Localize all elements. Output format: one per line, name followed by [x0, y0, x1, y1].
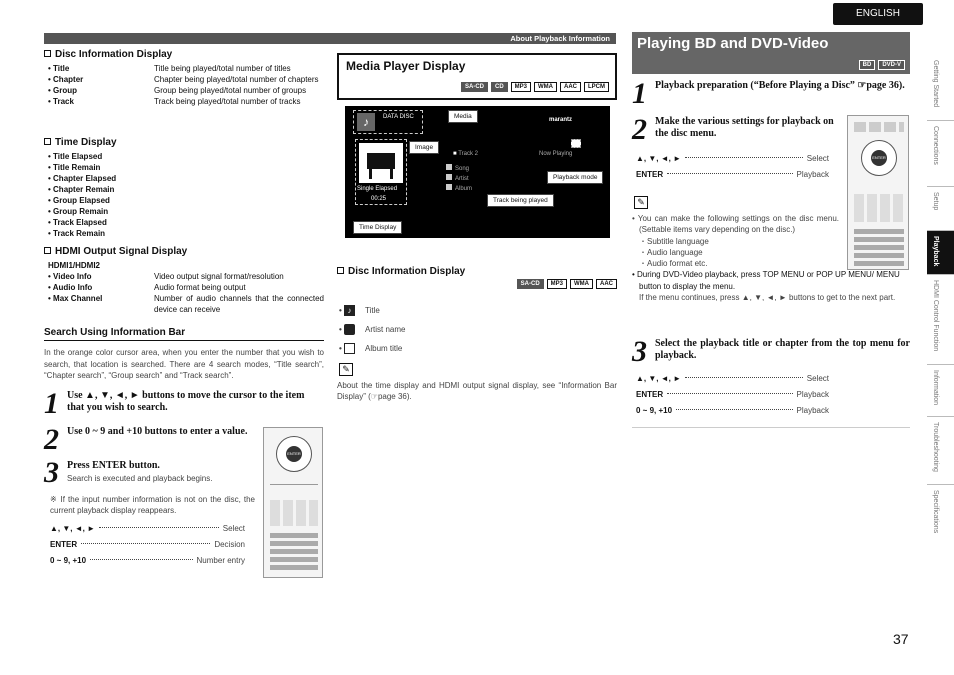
search-heading: Search Using Information Bar	[44, 327, 324, 341]
step-number-3: 3	[632, 335, 647, 368]
time-mode-label: Single Elapsed	[357, 186, 398, 192]
language-tab: ENGLISH	[833, 3, 923, 25]
disc-type-label: DATA DISC	[383, 114, 414, 120]
callout-image: Image	[409, 141, 439, 154]
time-display-section	[44, 137, 324, 239]
side-tab-setup[interactable]	[927, 187, 954, 231]
search-paragraph: In the orange color cursor area, when you enter the number that you wish to search, that location is searched. There are 4 search modes, “Title search”, “Chapter search”, “Group search” and “Track search”.	[44, 348, 324, 380]
page-number: 37	[893, 631, 909, 647]
side-tab-hdmi[interactable]	[927, 275, 954, 365]
format-badge: WMA	[570, 279, 593, 289]
track-info-list: Song Artist Album	[446, 164, 472, 194]
list-item: • Chapter Elapsed	[48, 174, 117, 183]
bd-key-legend-2: ▲, ▼, ◄, ► Select ENTER Playback	[636, 154, 829, 179]
info-row: • Max Channel Number of audio channels that the connected device can receive	[48, 294, 324, 314]
step-number-2: 2	[632, 113, 647, 146]
list-item: • Group Remain	[48, 207, 109, 216]
hdmi-subtitle: HDMI1/HDMI2	[48, 261, 101, 270]
list-item: • Track Elapsed	[48, 218, 107, 227]
disc-info-2-note: About the time display and HDMI output signal display, see “Information Bar Display” (☞page 36).	[337, 381, 617, 401]
album-icon	[344, 343, 355, 354]
search-section	[44, 327, 324, 382]
time-value: 00:25	[371, 196, 387, 202]
side-tab-getting-started[interactable]	[927, 55, 954, 121]
info-row: • Chapter Chapter being played/total number of chapters	[48, 75, 319, 84]
media-player-title-box	[337, 53, 617, 100]
side-tab-label: Setup	[932, 192, 939, 211]
side-index	[927, 55, 954, 547]
bd-step-2: Make the various settings for playback on the disc menu.	[655, 116, 834, 139]
list-item: • Chapter Remain	[48, 185, 115, 194]
side-tab-specifications[interactable]	[927, 485, 954, 547]
side-tab-label: Specifications	[932, 490, 939, 534]
side-tab-playback[interactable]	[927, 231, 954, 275]
callout-playback-mode: Playback mode	[547, 171, 603, 184]
search-note: ※ If the input number information is not on the disc, the current playback display reappears.	[50, 495, 255, 515]
callout-track-playing: Track being played	[487, 194, 554, 207]
step-number-1: 1	[632, 77, 647, 110]
title-icon: ♪	[344, 305, 355, 316]
list-item: • Title Remain	[48, 163, 101, 172]
music-note-icon: ♪	[357, 113, 375, 131]
side-tab-information[interactable]	[927, 365, 954, 417]
note-pencil-icon: ✎	[339, 363, 353, 376]
media-player-screen	[345, 106, 610, 238]
disc-info-2-heading: Disc Information Display	[337, 266, 617, 277]
format-badge: DVD-V	[878, 60, 905, 70]
step-number-2: 2	[44, 423, 59, 456]
bd-step-1: Playback preparation (“Before Playing a Disc” ☞page 36).	[655, 80, 905, 91]
info-row: • Audio Info Audio format being output	[48, 283, 246, 292]
bd-step-3: Select the playback title or chapter from the top menu for playback.	[655, 338, 910, 361]
info-row: • Title Title being played/total number of titles	[48, 64, 291, 73]
time-display-heading: Time Display	[44, 137, 324, 148]
search-step-2: Use 0 ~ 9 and +10 buttons to enter a value.	[67, 426, 248, 437]
album-art-image	[359, 143, 403, 183]
playback-status: Now Playing	[539, 151, 573, 157]
format-badge: SA-CD	[517, 279, 544, 289]
playback-mode-icon	[571, 139, 581, 148]
disc-info-icon-list: • ♪ Title • Artist name • Album title	[339, 306, 406, 353]
side-tab-troubleshooting[interactable]	[927, 417, 954, 485]
callout-media: Media	[448, 110, 478, 123]
info-row: • Track Track being played/total number of tracks	[48, 97, 301, 106]
disc-info-2-section	[337, 266, 617, 289]
search-step-3: Press ENTER button.	[67, 460, 160, 471]
search-step-3-sub: Search is executed and playback begins.	[67, 474, 213, 483]
side-tab-label: Troubleshooting	[932, 422, 939, 472]
side-tab-label: HDMI Control Function	[932, 280, 939, 352]
artist-icon	[344, 324, 355, 335]
track-label: ■ Track 2	[453, 151, 478, 157]
list-item: • Track Remain	[48, 229, 106, 238]
bd-notes: • You can make the following settings on the disc menu. (Settable items vary depending on the disc.) ・Subtitle language ・Audio language ・Audio format etc. • During DVD-Video playback, press TOP MENU or POP UP MENU/ MENU button to display the menu. If the menu continues, press ▲, ▼, ◄, ► buttons to get to the next part.	[632, 214, 900, 303]
side-tab-label: Playback	[932, 236, 939, 267]
search-step-1: Use ▲, ▼, ◄, ► buttons to move the cursor to the item that you wish to search.	[67, 390, 305, 413]
side-tab-label: Connections	[932, 126, 939, 165]
format-badge: BD	[859, 60, 876, 70]
search-key-legend: ▲, ▼, ◄, ► Select ENTER Decision 0 ~ 9, +10 Number entry	[50, 524, 245, 565]
list-item: • Group Elapsed	[48, 196, 110, 205]
info-row: • Video Info Video output signal format/resolution	[48, 272, 284, 281]
bd-dvd-header	[632, 32, 910, 74]
brand-logo: marantz	[549, 117, 573, 123]
section-header-bar: About Playback Information	[44, 33, 616, 44]
bd-dvd-title: Playing BD and DVD-Video	[637, 35, 829, 52]
side-tab-label: Information	[932, 370, 939, 406]
bd-key-legend-3: ▲, ▼, ◄, ► Select ENTER Playback 0 ~ 9, +10 Playback	[636, 374, 829, 415]
side-tab-connections[interactable]	[927, 121, 954, 187]
side-tab-label: Getting Started	[932, 60, 939, 108]
divider	[632, 427, 910, 428]
disc-info-section	[44, 49, 324, 107]
format-badge: AAC	[560, 82, 581, 92]
info-row: • Group Group being played/total number of groups	[48, 86, 307, 95]
format-badge: MP3	[511, 82, 531, 92]
remote-control-image: ENTER	[263, 427, 323, 578]
format-badge: WMA	[534, 82, 557, 92]
callout-time-display: Time Display	[353, 221, 402, 234]
list-item: • Title Elapsed	[48, 152, 103, 161]
format-badge: LPCM	[584, 82, 609, 92]
step-number-1: 1	[44, 387, 59, 420]
hdmi-display-heading: HDMI Output Signal Display	[44, 246, 324, 257]
step-number-3: 3	[44, 456, 59, 489]
format-badge: MP3	[547, 279, 567, 289]
remote-control-image: ENTER	[847, 115, 909, 270]
note-pencil-icon: ✎	[634, 196, 648, 209]
format-badge: AAC	[596, 279, 617, 289]
format-badge: CD	[491, 82, 508, 92]
hdmi-display-section	[44, 246, 324, 315]
format-badge: SA-CD	[461, 82, 488, 92]
media-player-title: Media Player Display	[346, 59, 466, 73]
disc-info-heading: Disc Information Display	[44, 49, 324, 60]
